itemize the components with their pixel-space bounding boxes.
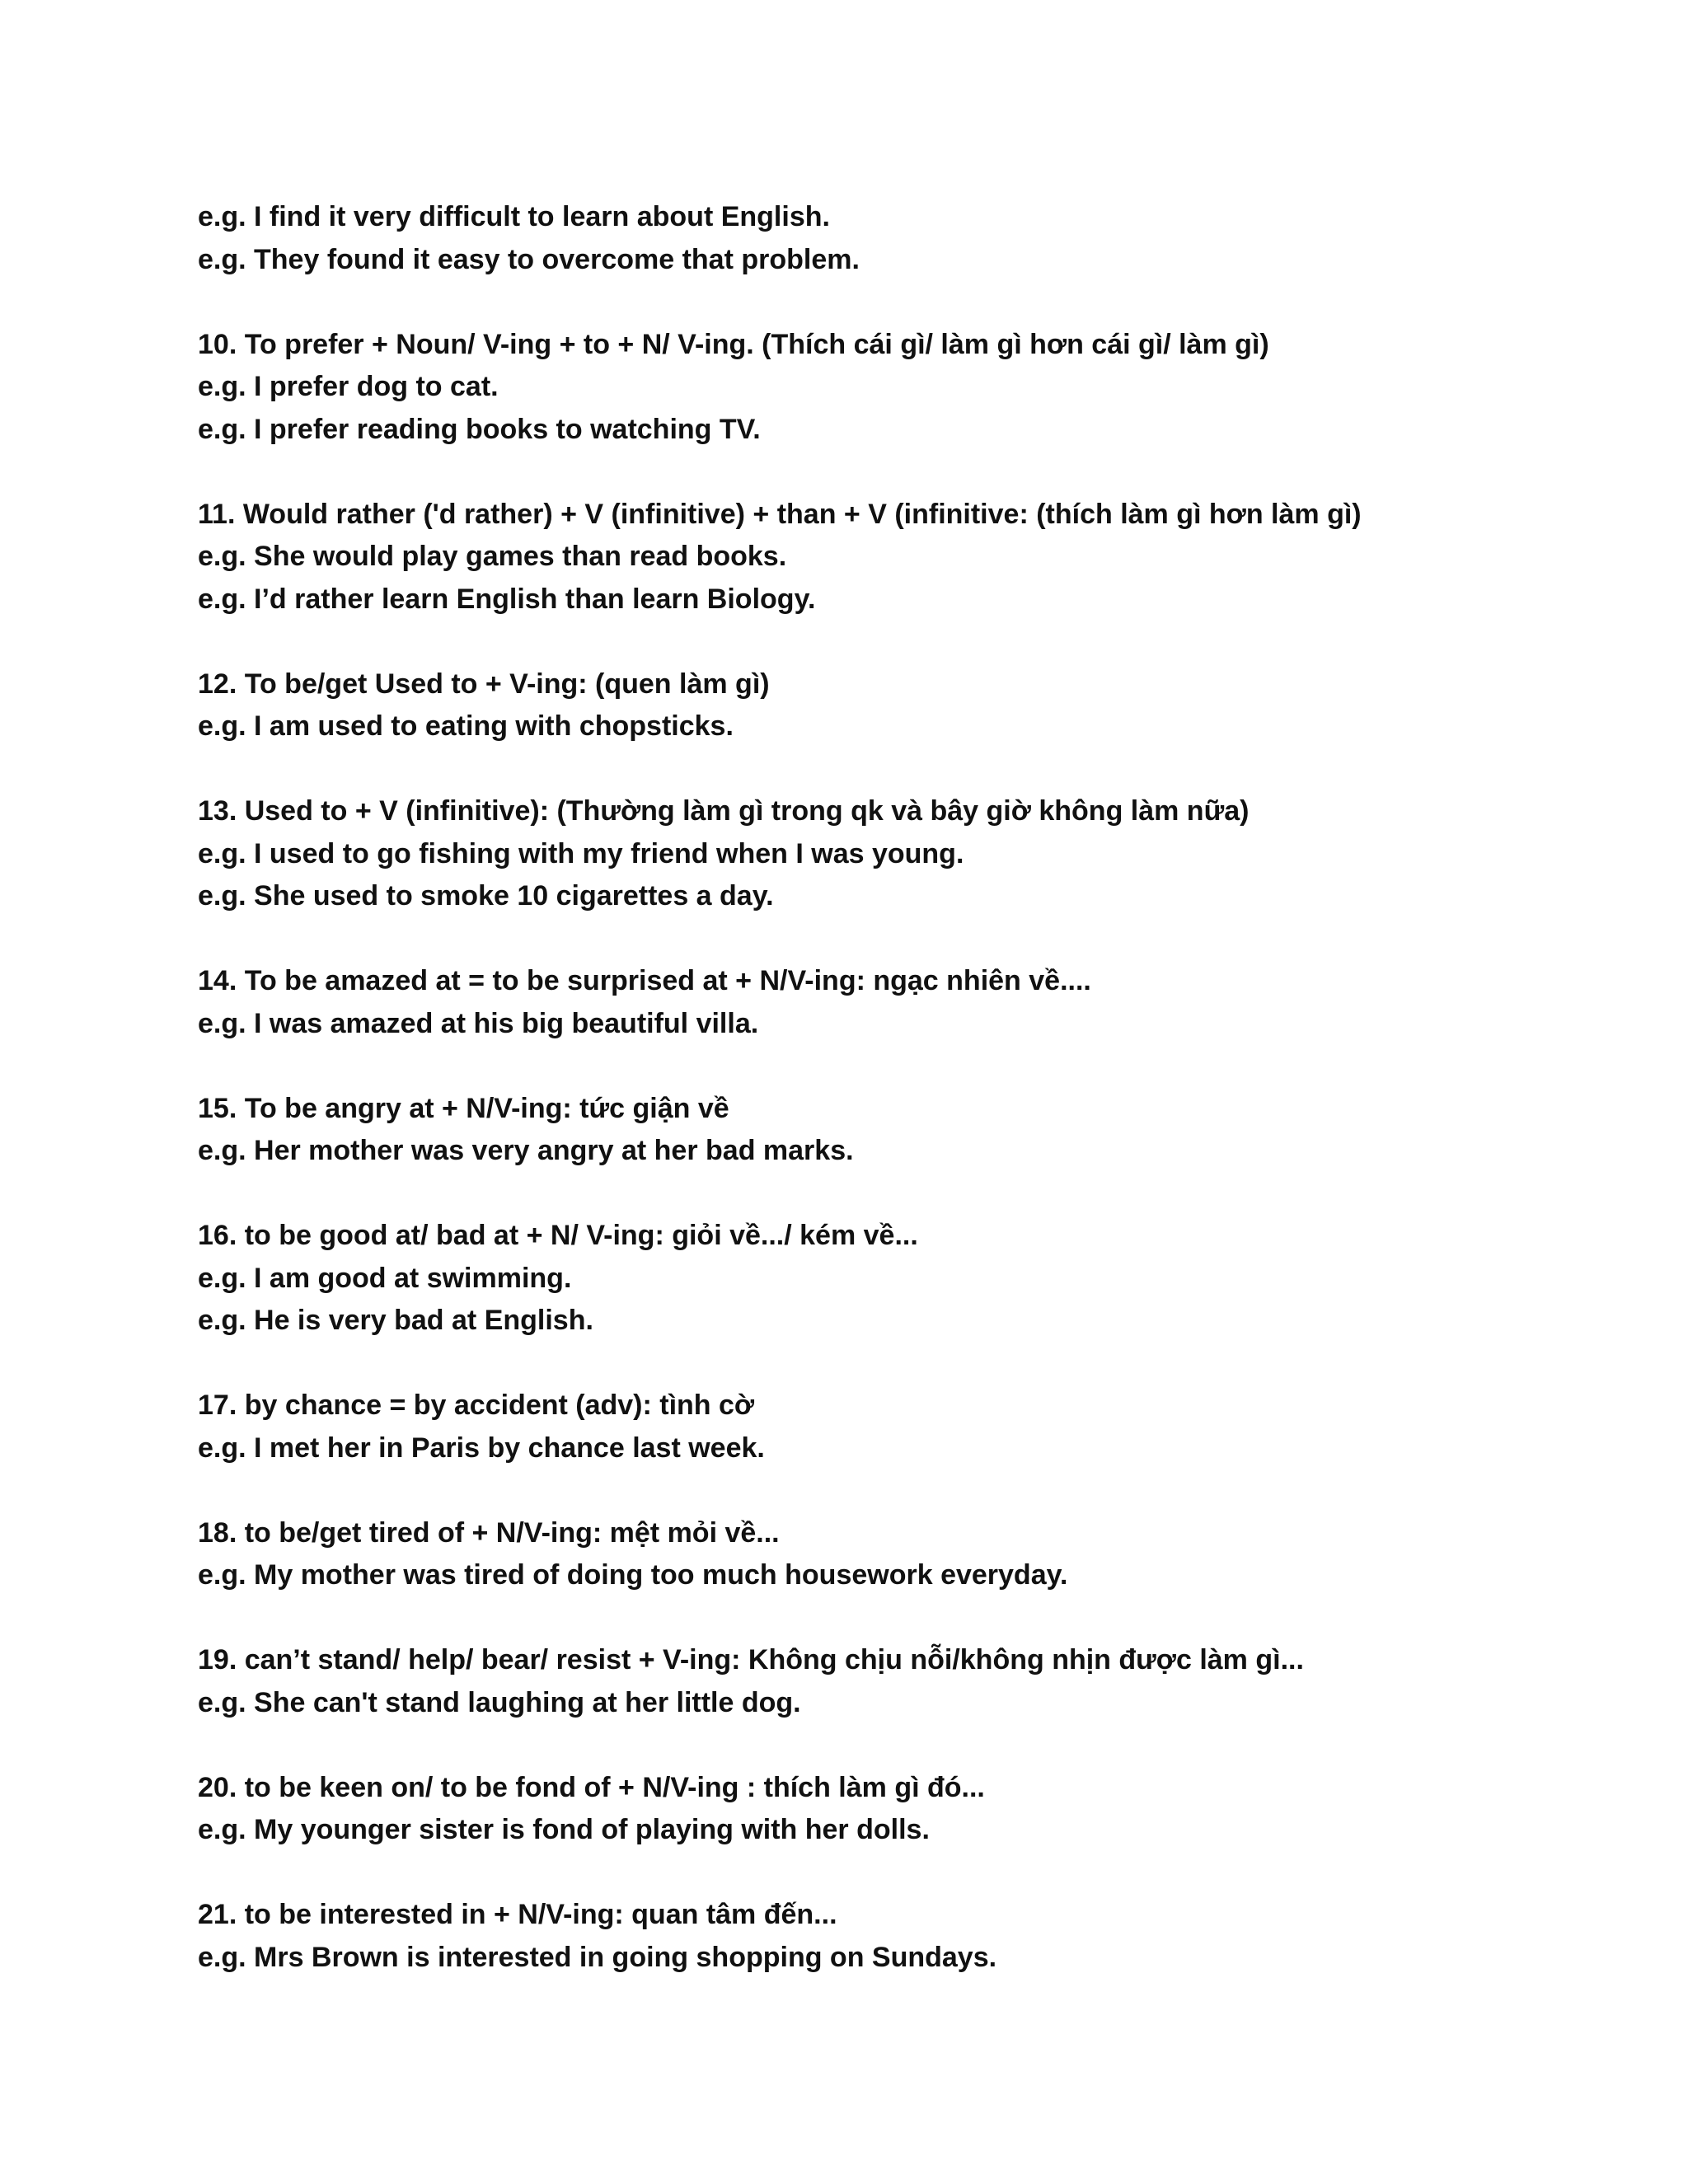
- paragraph-gap: [198, 281, 1648, 324]
- intro-example: e.g. They found it easy to overcome that problem.: [198, 243, 860, 275]
- paragraph-gap: [198, 621, 1648, 663]
- section-heading: 21. to be interested in + N/V-ing: quan tâm đến...: [198, 1899, 837, 1930]
- section-heading: 17. by chance = by accident (adv): tình cờ: [198, 1390, 755, 1421]
- example-line: e.g. She would play games than read books.: [198, 541, 787, 572]
- paragraph-gap: [198, 451, 1648, 494]
- paragraph-gap: [198, 1469, 1648, 1512]
- intro-example: e.g. I find it very difficult to learn about English.: [198, 201, 830, 232]
- example-line: e.g. I’d rather learn English than learn Biology.: [198, 583, 816, 615]
- section-heading: 18. to be/get tired of + N/V-ing: mệt mỏi về...: [198, 1516, 780, 1549]
- paragraph-gap: [198, 1724, 1648, 1767]
- paragraph-gap: [198, 1173, 1648, 1216]
- example-line: e.g. She can't stand laughing at her little dog.: [198, 1686, 801, 1718]
- paragraph-gap: [198, 748, 1648, 791]
- section-heading: 14. To be amazed at = to be surprised at + N/V-ing: ngạc nhiên về....: [198, 965, 1091, 996]
- example-line: e.g. Mrs Brown is interested in going shopping on Sundays.: [198, 1941, 997, 1973]
- section-heading: 12. To be/get Used to + V-ing: (quen làm gì): [198, 668, 770, 700]
- section-heading: 20. to be keen on/ to be fond of + N/V-ing : thích làm gì đó...: [198, 1771, 985, 1803]
- paragraph-gap: [198, 1343, 1648, 1385]
- section-heading: 15. To be angry at + N/V-ing: tức giận về: [198, 1092, 729, 1124]
- example-line: e.g. My younger sister is fond of playing with her dolls.: [198, 1814, 930, 1845]
- paragraph-gap: [198, 918, 1648, 961]
- example-line: e.g. I met her in Paris by chance last week.: [198, 1432, 765, 1464]
- section-heading: 11. Would rather ('d rather) + V (infinitive) + than + V (infinitive: (thích làm gì hơn làm gì): [198, 498, 1362, 530]
- example-line: e.g. I was amazed at his big beautiful villa.: [198, 1007, 759, 1039]
- section-heading: 16. to be good at/ bad at + N/ V-ing: giỏi về.../ kém về...: [198, 1220, 918, 1251]
- example-line: e.g. I am used to eating with chopsticks.: [198, 710, 734, 742]
- example-line: e.g. I prefer reading books to watching TV.: [198, 413, 761, 445]
- paragraph-gap: [198, 1852, 1648, 1895]
- example-line: e.g. My mother was tired of doing too much housework everyday.: [198, 1559, 1068, 1591]
- example-line: e.g. He is very bad at English.: [198, 1305, 593, 1336]
- document-page: [198, 196, 1648, 1979]
- section-heading: 19. can’t stand/ help/ bear/ resist + V-ing: Không chịu nỗi/không nhịn được làm gì...: [198, 1644, 1304, 1675]
- example-line: e.g. She used to smoke 10 cigarettes a day.: [198, 880, 774, 912]
- paragraph-gap: [198, 1597, 1648, 1640]
- paragraph-gap: [198, 1045, 1648, 1088]
- example-line: e.g. I am good at swimming.: [198, 1262, 572, 1294]
- example-line: e.g. I used to go fishing with my friend when I was young.: [198, 837, 964, 869]
- example-line: e.g. Her mother was very angry at her bad marks.: [198, 1135, 854, 1166]
- section-heading: 13. Used to + V (infinitive): (Thường làm gì trong qk và bây giờ không làm nữa): [198, 795, 1250, 827]
- section-heading: 10. To prefer + Noun/ V-ing + to + N/ V-ing. (Thích cái gì/ làm gì hơn cái gì/ làm gì): [198, 328, 1269, 360]
- example-line: e.g. I prefer dog to cat.: [198, 371, 499, 402]
